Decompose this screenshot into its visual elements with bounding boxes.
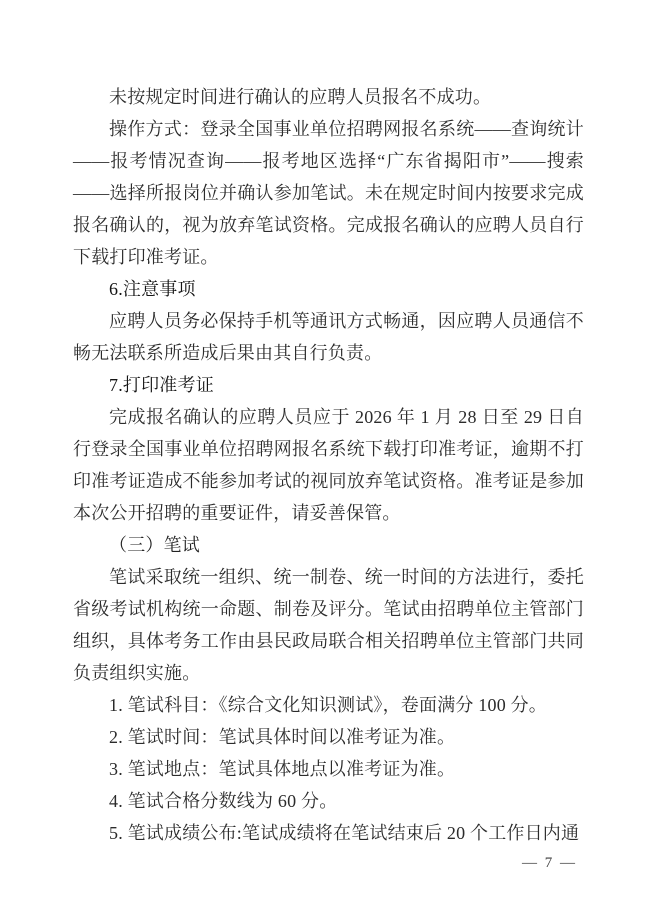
paragraph-confirm-fail: 未按规定时间进行确认的应聘人员报名不成功。 [109,87,492,107]
list-item-exam-subject: 1. 笔试科目：《综合文化知识测试》，卷面满分 100 分。 [109,695,547,715]
list-item-exam-time: 2. 笔试时间：笔试具体时间以准考证为准。 [109,727,456,747]
paragraph-operation-method: 操作方式：登录全国事业单位招聘网报名系统——查询统计——报考情况查询——报考地区选择“广东省揭阳市”——搜索——选择所报岗位并确认参加笔试。未在规定时间内按要求完成报名确认的，视为放弃笔试资格。完成报名确认的应聘人员自行下载打印准考证。 [73,119,584,267]
list-item-pass-score: 4. 笔试合格分数线为 60 分。 [109,791,338,811]
paragraph-exam-organization: 笔试采取统一组织、统一制卷、统一时间的方法进行，委托省级考试机构统一命题、制卷及评分。笔试由招聘单位主管部门组织，具体考务工作由县民政局联合相关招聘单位主管部门共同负责组织实施。 [73,567,584,683]
section-heading-print-ticket: 7.打印准考证 [109,375,214,395]
section-heading-written-exam: （三）笔试 [109,535,200,555]
paragraph-print-ticket-detail: 完成报名确认的应聘人员应于 2026 年 1 月 28 日至 29 日自行登录全国事业单位招聘网报名系统下载打印准考证，逾期不打印准考证造成不能参加考试的视同放弃笔试资格。准考证是参加本次公开招聘的重要证件，请妥善保管。 [73,407,584,523]
list-item-exam-location: 3. 笔试地点：笔试具体地点以准考证为准。 [109,759,456,779]
section-heading-notes: 6.注意事项 [109,279,196,299]
document-body [73,81,584,849]
page-number: — 7 — [522,855,577,871]
paragraph-keep-phone-open: 应聘人员务必保持手机等通讯方式畅通，因应聘人员通信不畅无法联系所造成后果由其自行负责。 [73,311,584,363]
list-item-score-announcement: 5. 笔试成绩公布:笔试成绩将在笔试结束后 20 个工作日内通 [109,823,580,843]
